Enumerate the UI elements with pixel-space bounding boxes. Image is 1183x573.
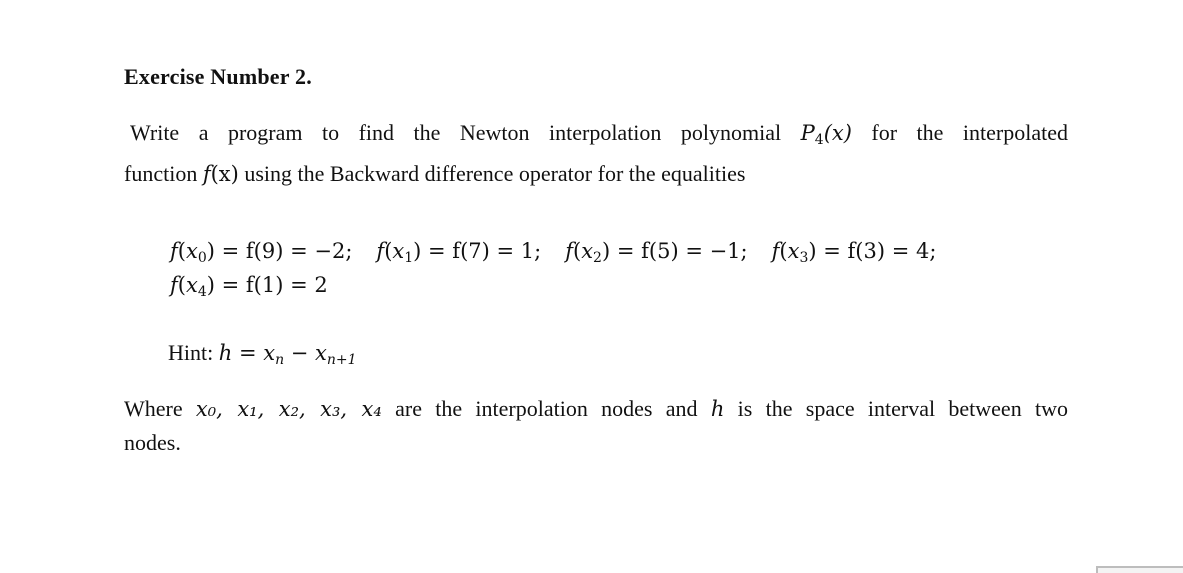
closing-paragraph: [124, 392, 1068, 460]
statement-line-2: [124, 157, 1068, 191]
statement-text-1a: Write a program to find the Newton interpolation polynomial: [130, 120, 801, 145]
hint-line: [168, 340, 357, 368]
closing-text-prefix: Where: [124, 396, 196, 421]
equalities-block: [170, 234, 1090, 302]
equality-1: $f(x_1) = f(7) = 1$;: [376, 239, 542, 266]
closing-text-middle: are the interpolation nodes and: [381, 396, 711, 421]
window-corner-edge: [1096, 566, 1183, 573]
exercise-title: Exercise Number 2.: [124, 64, 312, 89]
closing-text-suffix: is the space interval between two: [724, 396, 1068, 421]
statement-line-1: [124, 116, 1068, 157]
equality-3: $f(x_3) = f(3) = 4$;: [771, 239, 937, 266]
problem-statement: [124, 116, 1068, 191]
statement-text-1b: for the interpolated: [851, 120, 1068, 145]
h-symbol: h: [710, 397, 725, 421]
equality-4: $f(x_4) = f(1) = 2$: [170, 273, 328, 300]
equalities-row-1: [170, 234, 1090, 268]
statement-text-2b: using the Backward difference operator for the equalities: [238, 161, 746, 186]
equalities-row-2: [170, 268, 1090, 302]
polynomial-symbol: $P_4(x)$: [800, 121, 852, 148]
equality-2: $f(x_2) = f(5) = -1$;: [565, 239, 748, 266]
closing-line-1: [124, 392, 1068, 426]
nodes-list: x₀, x₁, x₂, x₃, x₄: [195, 397, 382, 421]
closing-line-2: nodes.: [124, 430, 181, 455]
statement-text-2a: function: [124, 161, 203, 186]
equality-0: $f(x_0) = f(9) = -2$;: [170, 239, 353, 266]
hint-label: Hint:: [168, 340, 219, 365]
hint-formula: $h = x_n - x_{n+1}$: [218, 341, 357, 368]
function-symbol: f(x): [202, 162, 239, 186]
